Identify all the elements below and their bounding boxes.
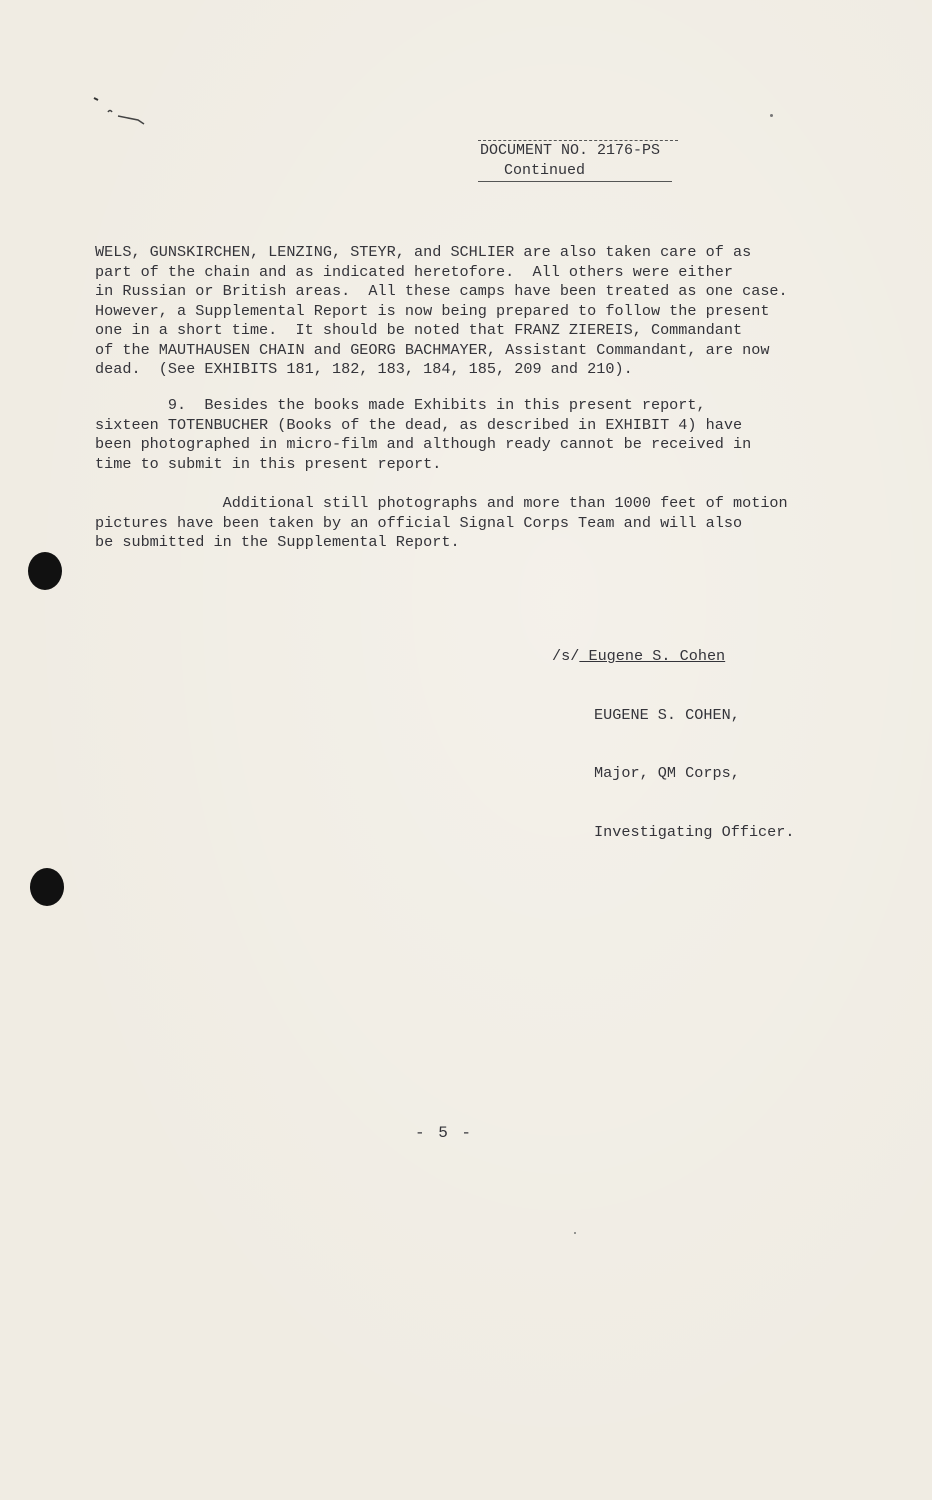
signatory-typed-name: EUGENE S. COHEN, [594,705,740,724]
continued-label: Continued [478,161,672,182]
paper-speck [574,1232,576,1234]
stray-pen-mark [92,92,152,132]
paper-speck [770,114,773,117]
paragraph-camps: WELS, GUNSKIRCHEN, LENZING, STEYR, and SCHLIER are also taken care of as part of the chain and as indicated heretofore. All others were either in Russian or British areas. All these camps have been treated as one case. However, a Supplemental Report is now being prepared to follow the present one in a short time. It should be noted that FRANZ ZIEREIS, Commandant of the MAUTHAUSEN CHAIN and GEORG BACHMAYER, Assistant Commandant, are now dead. (See EXHIBITS 181, 182, 183, 184, 185, 209 and 210). [95,243,788,378]
signatory-title: Investigating Officer. [594,822,795,841]
document-header [478,140,678,182]
page-number: - 5 - [414,1124,473,1142]
signatory-rank: Major, QM Corps, [594,764,740,782]
signature-line [552,647,795,667]
paragraph-photographs: Additional still photographs and more than 1000 feet of motion pictures have been taken by an official Signal Corps Team and will also be submitted in the Supplemental Report. [95,494,788,551]
signature-handwritten-name: Eugene S. Cohen [579,647,726,665]
punch-hole-top [28,552,62,590]
signature-prefix: /s/ [552,647,580,665]
document-number: DOCUMENT NO. 2176-PS [478,140,678,161]
signature-block [552,608,795,881]
paragraph-9-totenbucher: 9. Besides the books made Exhibits in this present report, sixteen TOTENBUCHER (Books of the dead, as described in EXHIBIT 4) have been photographed in micro-film and although ready cannot be received in time to submit in this present report. [95,396,752,473]
punch-hole-bottom [30,868,64,906]
